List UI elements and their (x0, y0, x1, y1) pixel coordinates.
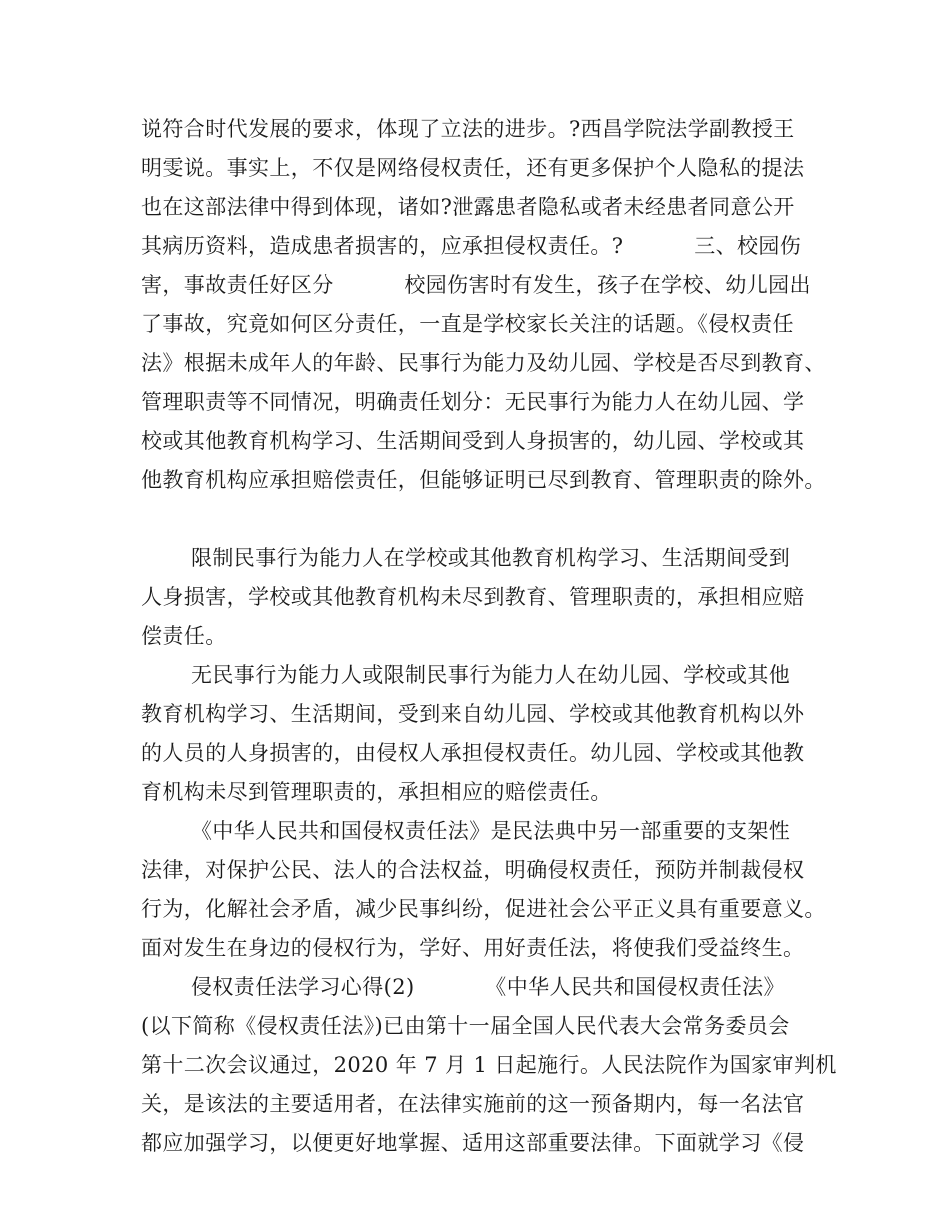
text-line: 都应加强学习，以便更好地掌握、适用这部重要法律。下面就学习《侵 (141, 1131, 805, 1155)
text-line: 限制民事行为能力人在学校或其他教育机构学习、生活期间受到 (191, 546, 791, 570)
text-line: 偿责任。 (141, 624, 227, 648)
text-line: 他教育机构应承担赔偿责任，但能够证明已尽到教育、管理职责的除外。 (141, 468, 826, 492)
text-line: 面对发生在身边的侵权行为，学好、用好责任法，将使我们受益终生。 (141, 936, 805, 960)
text-line: 其病历资料，造成患者损害的，应承担侵权责任。? 三、校园伤 (141, 234, 802, 258)
text-line: 无民事行为能力人或限制民事行为能力人在幼儿园、学校或其他 (191, 663, 791, 687)
text-line: 也在这部法律中得到体现，诸如?泄露患者隐私或者未经患者同意公开 (141, 195, 795, 219)
text-line: 管理职责等不同情况，明确责任划分：无民事行为能力人在幼儿园、学 (141, 390, 805, 414)
text-line: 《中华人民共和国侵权责任法》是民法典中另一部重要的支架性 (191, 819, 791, 843)
text-line: 说符合时代发展的要求，体现了立法的进步。?西昌学院法学副教授王 (141, 117, 795, 141)
text-line: 法律，对保护公民、法人的合法权益，明确侵权责任，预防并制裁侵权 (141, 858, 805, 882)
text-line: (以下简称《侵权责任法》)已由第十一届全国人民代表大会常务委员会 (141, 1014, 790, 1038)
text-line: 的人员的人身损害的，由侵权人承担侵权责任。幼儿园、学校或其他教 (141, 741, 805, 765)
text-line: 人身损害，学校或其他教育机构未尽到教育、管理职责的，承担相应赔 (141, 585, 805, 609)
text-line: 了事故，究竟如何区分责任，一直是学校家长关注的话题。《侵权责任 (141, 312, 794, 336)
text-line: 育机构未尽到管理职责的，承担相应的赔偿责任。 (141, 780, 612, 804)
text-line: 害，事故责任好区分 校园伤害时有发生，孩子在学校、幼儿园出 (141, 273, 811, 297)
text-line: 校或其他教育机构学习、生活期间受到人身损害的，幼儿园、学校或其 (141, 429, 805, 453)
text-line: 关，是该法的主要适用者，在法律实施前的这一预备期内，每一名法官 (141, 1092, 805, 1116)
text-line: 法》根据未成年人的年龄、民事行为能力及幼儿园、学校是否尽到教育、 (141, 351, 826, 375)
text-line: 明雯说。事实上，不仅是网络侵权责任，还有更多保护个人隐私的提法 (141, 156, 805, 180)
text-line: 第十二次会议通过，2020 年 7 月 1 日起施行。人民法院作为国家审判机 (141, 1053, 837, 1077)
text-line: 行为，化解社会矛盾，减少民事纠纷，促进社会公平正义具有重要意义。 (141, 897, 826, 921)
text-line: 教育机构学习、生活期间，受到来自幼儿园、学校或其他教育机构以外 (141, 702, 805, 726)
text-line: 侵权责任法学习心得(2) 《中华人民共和国侵权责任法》 (191, 975, 785, 999)
